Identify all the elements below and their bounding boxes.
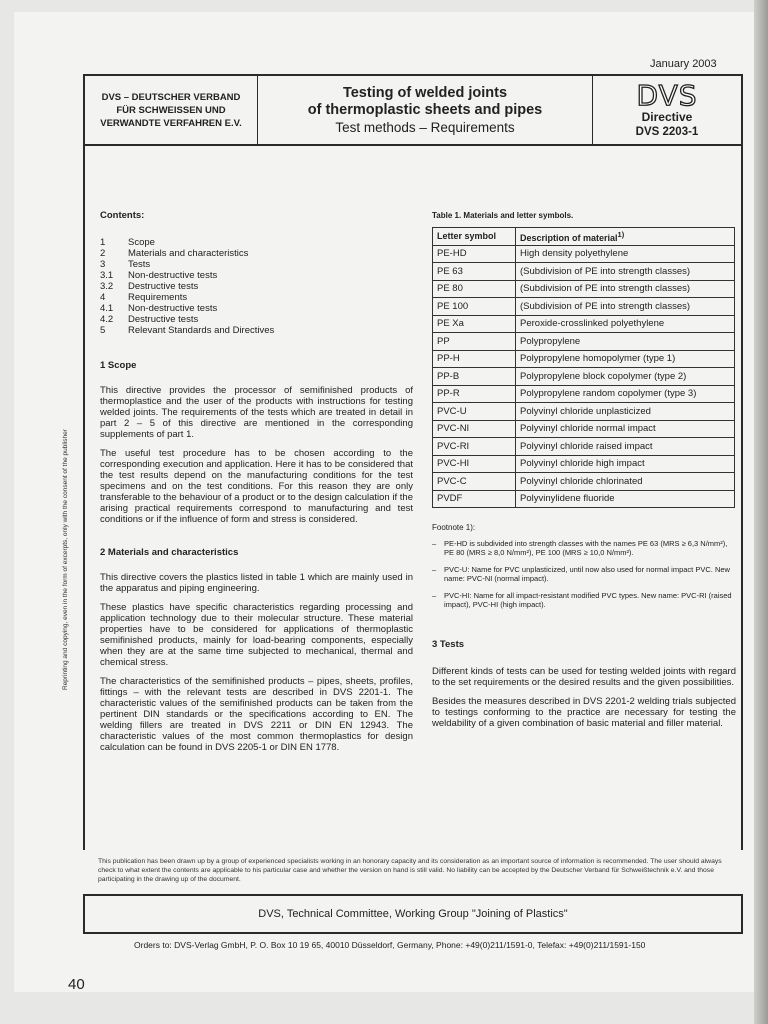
table-row [433,455,735,473]
letter-symbol-cell: PP [433,333,516,351]
contents-item-label: Destructive tests [128,281,199,292]
letter-symbol-cell: PE-HD [433,245,516,263]
letter-symbol-cell: PP-R [433,385,516,403]
paragraph: Besides the measures described in DVS 2201-2 welding trials subjected to testings conforming to the practice are necessary for testing the weldability of a given combination of basic material and filler material. [432,696,736,729]
publisher-line: DVS – DEUTSCHER VERBAND [101,91,241,103]
contents-item [100,281,413,292]
contents-item-number: 3 [100,259,106,270]
working-group-footer [83,894,743,934]
letter-symbol-cell: PVC-NI [433,420,516,438]
contents-item [100,292,413,303]
description-cell: Polyvinyl chloride unplasticized [516,403,735,421]
contents-item [100,303,413,314]
working-group-label: DVS, Technical Committee, Working Group "Joining of Plastics" [258,908,568,920]
copyright-side-note: Reprinting and copying, even in the form of excerpts, only with the consent of the publisher [62,429,69,690]
section-3-heading: 3 Tests [432,639,465,650]
letter-symbol-cell: PVC-RI [433,438,516,456]
paragraph: The characteristics of the semifinished products – pipes, sheets, profiles, fittings – with the relevant tests are described in DVS 2201-1. The characteristic values of the semifinished products can be taken from the pertinent DIN standards or the specifications according to EN. The welding fillers are treated in DVS 2211 or DIN EN 12943. The characteristic values of the most common thermoplastics for design calculation can be found in DVS 2205-1 or DIN EN 1778. [100,676,413,753]
right-column [432,210,736,737]
footnote-marker: 1) [617,229,625,239]
footnote-bullet: – [432,565,437,574]
footnote-item [432,565,736,583]
table-row [433,473,735,491]
contents-item-label: Scope [128,237,155,248]
paragraph: The useful test procedure has to be chosen according to the corresponding execution and application. Here it has to be considered that the test results depend on the manufacturing conditions for the test specimens and on the test conditions. For this reason they are only transferable to the behaviour of a product or to the design calculation if the arising practical requirements correspond to manufacturing and test conditions or if the influence of form and stress is considered. [100,448,413,525]
table-row [433,350,735,368]
footnote-list [432,539,736,609]
footnote-item [432,591,736,609]
section-2-heading: 2 Materials and characteristics [100,547,239,558]
contents-item-label: Relevant Standards and Directives [128,325,275,336]
footnote-text: PVC-U: Name for PVC unplasticized, until now also used for normal impact PVC. New name: PVC-NI (normal impact). [444,565,730,583]
column-header-description [516,228,735,246]
description-cell: Polyvinyl chloride normal impact [516,420,735,438]
table-row [433,333,735,351]
letter-symbol-cell: PE 100 [433,298,516,316]
description-cell: Polyvinylidene fluoride [516,490,735,508]
footnote-bullet: – [432,539,437,548]
table-row [433,420,735,438]
dvs-logo: DVS [636,78,698,112]
table-row [433,298,735,316]
contents-item [100,248,413,259]
directive-number: DVS 2203-1 [635,125,699,138]
contents-item-number: 3.2 [100,281,114,292]
description-cell: Polyvinyl chloride high impact [516,455,735,473]
contents-title: Contents: [100,210,145,221]
paragraph: This directive provides the processor of semifinished products of thermoplastice and the user of the products with instructions for testing welded joints. The requirements of the tests which are treated in detail in part 2 – 5 of this directive are mentioned in the corresponding supplements of part 1. [100,385,413,440]
description-cell: Polypropylene random copolymer (type 3) [516,385,735,403]
page-number: 40 [68,976,85,993]
letter-symbol-cell: PVDF [433,490,516,508]
letter-symbol-cell: PP-H [433,350,516,368]
footnote-bullet: – [432,591,437,600]
publisher-block [85,76,258,144]
paragraph: Different kinds of tests can be used for testing welded joints with regard to the set requirements or the desired results and the given possibilities. [432,666,736,688]
letter-symbol-cell: PVC-HI [433,455,516,473]
contents-item-number: 4 [100,292,106,303]
contents-item [100,259,413,270]
description-cell: (Subdivision of PE into strength classes) [516,298,735,316]
document-subtitle: Test methods – Requirements [335,119,515,135]
table-row [433,438,735,456]
description-cell: High density polyethylene [516,245,735,263]
directive-block [593,76,741,144]
disclaimer-notice: This publication has been drawn up by a group of experienced specialists working in an honorary capacity and its consideration as an important source of information is recommended. The user should always check to what extent the contents are applicable to his particular case and whether the version on hand is still valid. No liability can be accepted by the Deutscher Verband für Schweißtechnik e.V. and those participating in the drawing up of the document. [98,858,722,883]
description-cell: (Subdivision of PE into strength classes) [516,280,735,298]
document-header [83,74,743,146]
contents-item-label: Non-destructive tests [128,303,218,314]
table-row [433,245,735,263]
table-row [433,263,735,281]
letter-symbol-cell: PVC-C [433,473,516,491]
paragraph: This directive covers the plastics listed in table 1 which are mainly used in the apparatus and piping engineering. [100,572,413,594]
contents-item-number: 1 [100,237,106,248]
letter-symbol-cell: PE 63 [433,263,516,281]
description-cell: (Subdivision of PE into strength classes) [516,263,735,281]
description-cell: Polypropylene [516,333,735,351]
contents-item [100,325,413,336]
footnote-title: Footnote 1): [432,523,476,532]
footnote-item [432,539,736,557]
contents-item-label: Requirements [128,292,188,303]
footnote-text: PVC-HI: Name for all impact-resistant modified PVC types. New name: PVC-RI (raised impact), PVC-HI (high impact). [444,591,732,609]
table-header-row [433,228,735,246]
column-header-description-text: Description of material [520,232,618,243]
contents-item-number: 5 [100,325,106,336]
contents-item-number: 3.1 [100,270,114,281]
publication-date: January 2003 [650,58,717,70]
contents-item-number: 2 [100,248,106,259]
description-cell: Polyvinyl chloride raised impact [516,438,735,456]
contents-item-number: 4.2 [100,314,114,325]
paragraph: These plastics have specific characteristics regarding processing and application technology due to their molecular structure. These material properties have to be considered for applications of thermoplastic semifinished products, mainly for load-bearing components, especially when they are at the same time subjected to mechanical, thermal and chemical stress. [100,602,413,668]
description-cell: Polyvinyl chloride chlorinated [516,473,735,491]
contents-item-label: Non-destructive tests [128,270,218,281]
publisher-line: VERWANDTE VERFAHREN E.V. [100,117,242,129]
letter-symbol-cell: PP-B [433,368,516,386]
directive-label: Directive [641,109,693,124]
table-caption: Table 1. Materials and letter symbols. [432,211,574,220]
table-row [433,315,735,333]
left-column [100,210,413,761]
footnote-text: PE-HD is subdivided into strength classes with the names PE 63 (MRS ≥ 6,3 N/mm²), PE 80 (MRS ≥ 8,0 N/mm²), PE 100 (MRS ≥ 10,0 N/mm²). [444,539,728,557]
document-title-line1: Testing of welded joints [342,84,508,101]
contents-item-label: Destructive tests [128,314,199,325]
scan-edge-shadow [754,0,768,1024]
contents-item-number: 4.1 [100,303,114,314]
description-cell: Polypropylene homopolymer (type 1) [516,350,735,368]
table-row [433,280,735,298]
contents-item [100,270,413,281]
publisher-line: FÜR SCHWEISSEN UND [116,104,226,116]
table-row [433,368,735,386]
contents-item [100,237,413,248]
contents-item-label: Tests [128,259,151,270]
description-cell: Polypropylene block copolymer (type 2) [516,368,735,386]
table-row [433,403,735,421]
letter-symbol-cell: PVC-U [433,403,516,421]
contents-list [100,237,413,336]
contents-item-label: Materials and characteristics [128,248,249,259]
table-row [433,385,735,403]
orders-address: Orders to: DVS-Verlag GmbH, P. O. Box 10 19 65, 40010 Düsseldorf, Germany, Phone: +49(0)211/1591-0, Telefax: +49(0)211/1591-150 [134,940,646,950]
description-cell: Peroxide-crosslinked polyethylene [516,315,735,333]
document-title-line2: of thermoplastic sheets and pipes [307,101,543,118]
contents-item [100,314,413,325]
table-row [433,490,735,508]
letter-symbol-cell: PE Xa [433,315,516,333]
letter-symbol-cell: PE 80 [433,280,516,298]
title-block [258,76,593,144]
column-header-symbol: Letter symbol [433,228,516,246]
section-1-heading: 1 Scope [100,360,137,371]
materials-table [432,227,735,508]
